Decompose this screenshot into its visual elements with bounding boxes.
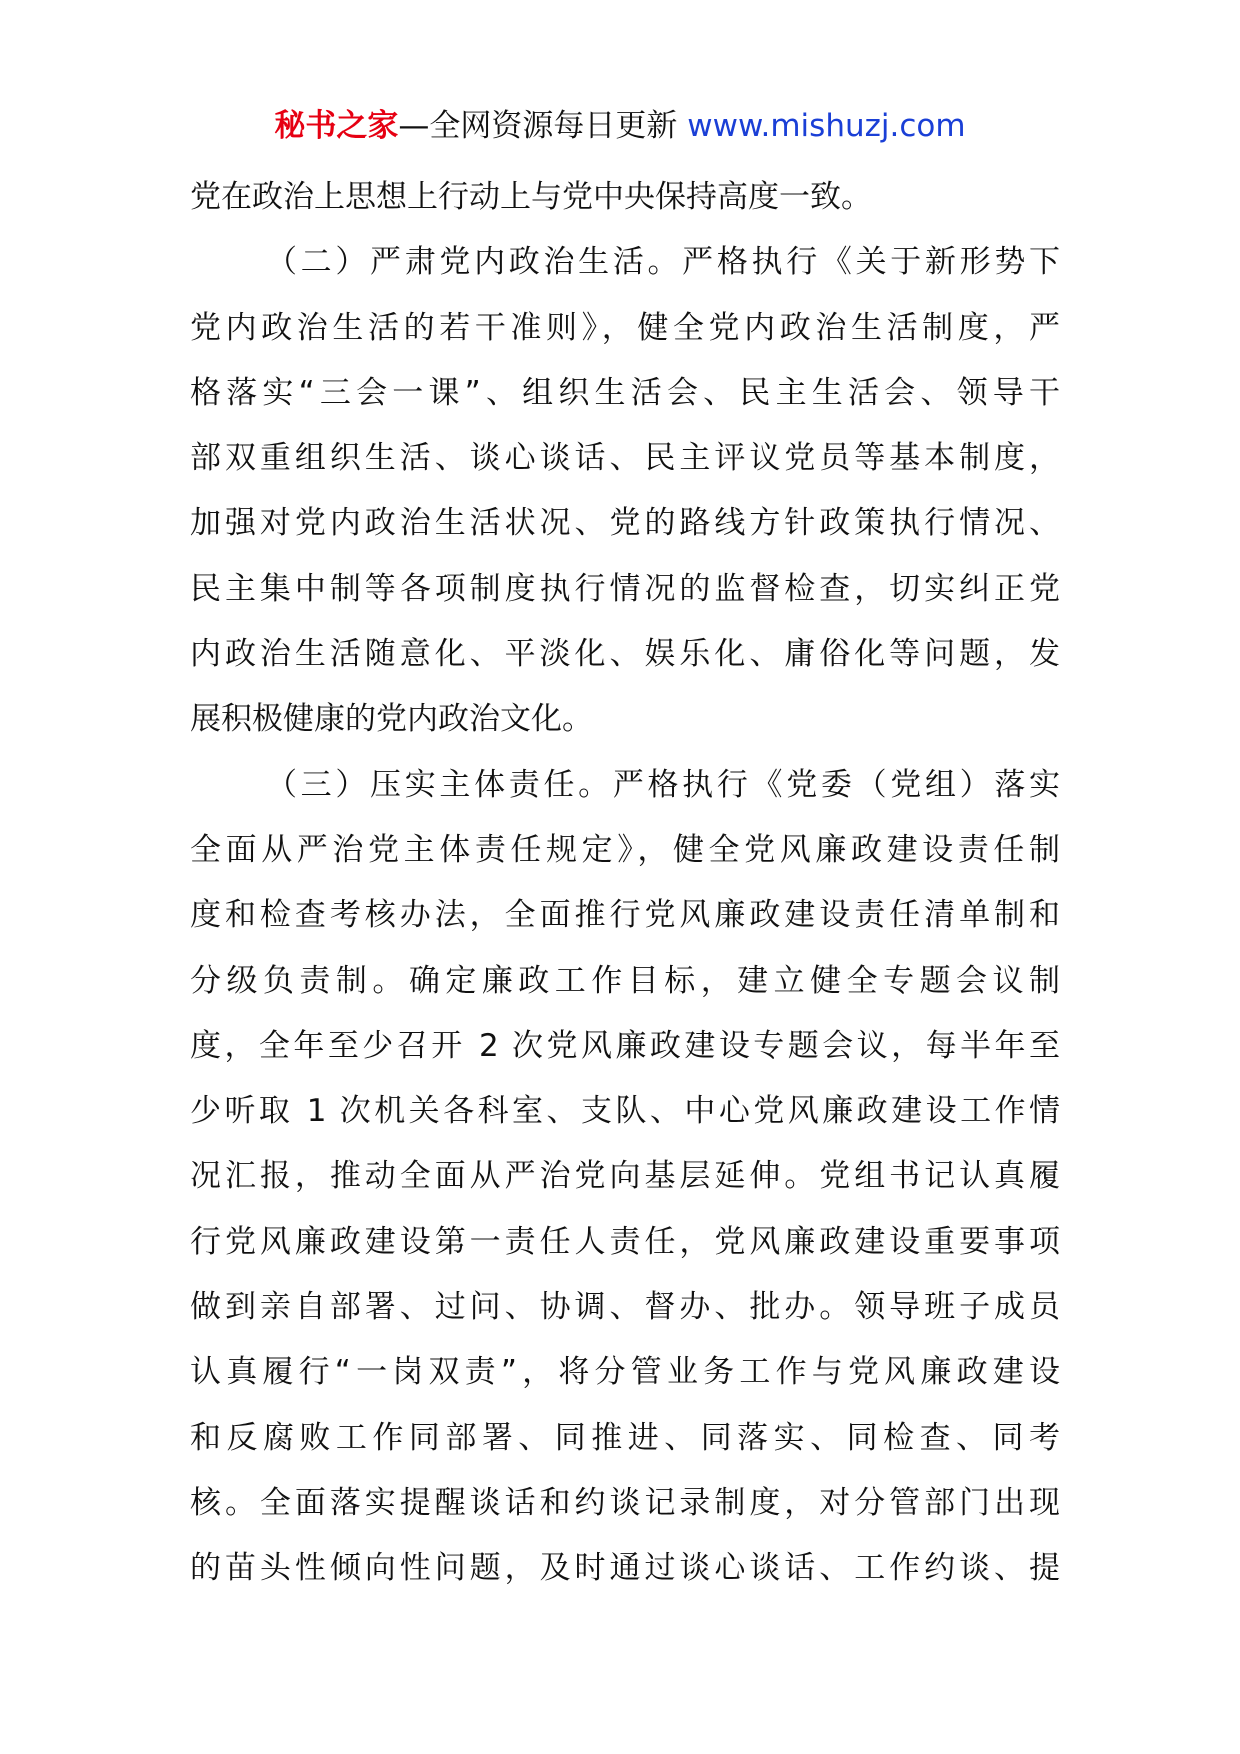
text-line: 的苗头性倾向性问题，及时通过谈心谈话、工作约谈、提 <box>190 1550 1060 1587</box>
text-line: 度，全年至少召开 2 次党风廉政建设专题会议，每半年至 <box>190 1027 1060 1064</box>
site-url-link[interactable]: www.mishuzj.com <box>687 108 966 144</box>
text-line: 行党风廉政建设第一责任人责任，党风廉政建设重要事项 <box>190 1223 1060 1260</box>
text-line: 加强对党内政治生活状况、党的路线方针政策执行情况、 <box>190 505 1060 542</box>
text-line: 认真履行“一岗双责”，将分管业务工作与党风廉政建设 <box>190 1354 1060 1391</box>
section-heading-line: （三）压实主体责任。严格执行《党委（党组）落实 <box>266 766 1060 803</box>
document-body <box>190 165 1060 1602</box>
text-line: 民主集中制等各项制度执行情况的监督检查，切实纠正党 <box>190 570 1060 607</box>
site-header <box>0 104 1240 148</box>
text-line: 内政治生活随意化、平淡化、娱乐化、庸俗化等问题，发 <box>190 636 1060 673</box>
text-line: 全面从严治党主体责任规定》，健全党风廉政建设责任制 <box>190 831 1060 868</box>
site-brand: 秘书之家 <box>274 108 399 144</box>
text-line: 做到亲自部署、过问、协调、督办、批办。领导班子成员 <box>190 1289 1060 1326</box>
text-line: 党内政治生活的若干准则》，健全党内政治生活制度，严 <box>190 309 1060 346</box>
text-line: 度和检查考核办法，全面推行党风廉政建设责任清单制和 <box>190 897 1060 934</box>
text-line: 少听取 1 次机关各科室、支队、中心党风廉政建设工作情 <box>190 1093 1060 1130</box>
text-line: 况汇报，推动全面从严治党向基层延伸。党组书记认真履 <box>190 1158 1060 1195</box>
text-line: 分级负责制。确定廉政工作目标，建立健全专题会议制 <box>190 962 1060 999</box>
text-line: 展积极健康的党内政治文化。 <box>190 701 593 738</box>
site-tagline: —全网资源每日更新 <box>398 108 688 144</box>
text-line: 部双重组织生活、谈心谈话、民主评议党员等基本制度， <box>190 440 1060 477</box>
text-line: 格落实“三会一课”、组织生活会、民主生活会、领导干 <box>190 374 1060 411</box>
text-line: 核。全面落实提醒谈话和约谈记录制度，对分管部门出现 <box>190 1484 1060 1521</box>
section-heading-line: （二）严肃党内政治生活。严格执行《关于新形势下 <box>266 244 1060 281</box>
text-line: 党在政治上思想上行动上与党中央保持高度一致。 <box>190 179 872 215</box>
text-line: 和反腐败工作同部署、同推进、同落实、同检查、同考 <box>190 1419 1060 1456</box>
